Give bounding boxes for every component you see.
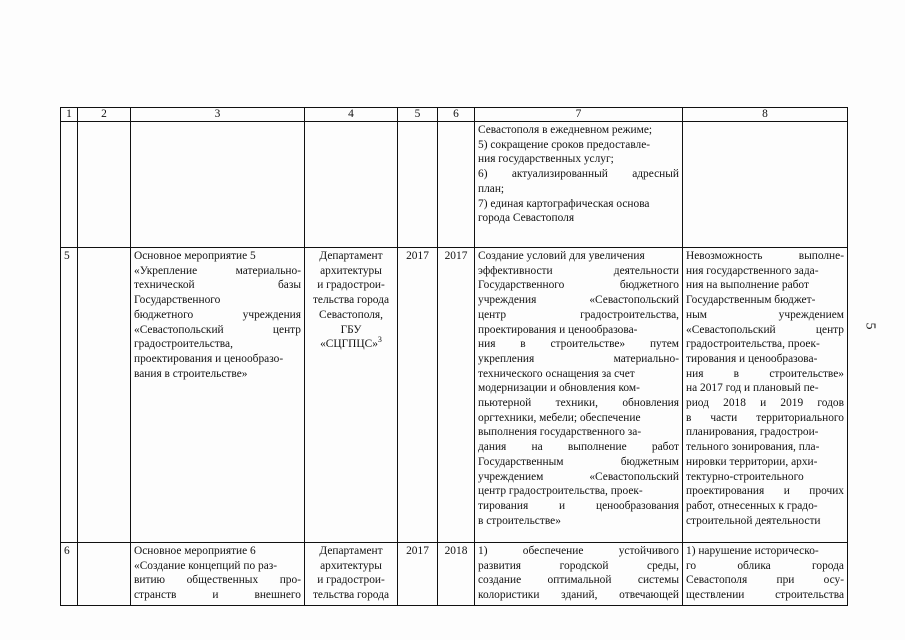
text-line: центр градостроительства, <box>478 308 679 321</box>
text-line: Севастополя при осу- <box>686 574 844 587</box>
text-line: 1) обеспечение устойчивого <box>478 545 679 557</box>
cell-result <box>475 248 683 543</box>
header-cell: 2 <box>78 108 131 122</box>
text-line: «Севастопольский центр <box>686 323 844 336</box>
text-line: дания на выполнение работ <box>478 441 679 454</box>
header-cell: 1 <box>61 108 78 122</box>
text-line: план; <box>478 182 505 195</box>
text-line: Невозможность выполне- <box>686 250 844 262</box>
row-number: 6 <box>61 543 78 606</box>
text-line: Севастополя, <box>318 308 384 321</box>
text-line: «Создание концепций по раз- <box>134 559 278 572</box>
text-line: и градострои- <box>317 574 385 587</box>
text-line: вания в строительстве» <box>134 367 248 380</box>
header-cell: 4 <box>305 108 398 122</box>
text-line: архитектуры <box>320 264 382 277</box>
text-line: проектирования и ценообразова- <box>478 323 638 336</box>
cell-end: 2018 <box>438 543 475 606</box>
cell-num <box>61 122 78 248</box>
program-table <box>60 107 848 606</box>
cell-executor <box>305 543 398 606</box>
text-line: строительной деятельности <box>686 514 821 527</box>
text-line: пьютерной техники, обновления <box>478 397 679 410</box>
text-line: Государственного бюджетного <box>478 279 679 292</box>
text-line: выполнения государственного за- <box>478 426 642 439</box>
text-line: в строительстве» <box>478 514 561 527</box>
cell-measure <box>131 122 305 248</box>
text-line: ния в строительстве» <box>686 367 844 380</box>
header-row <box>61 108 848 122</box>
text-line: 7) единая картографическая основа <box>478 197 650 210</box>
text-line: Департамент <box>319 545 383 557</box>
cell-start: 2017 <box>398 543 438 606</box>
text-line: странств и внешнего <box>134 589 301 602</box>
text-line: 1) нарушение историческо- <box>686 545 819 557</box>
cell-empty <box>78 122 131 248</box>
header-cell: 5 <box>398 108 438 122</box>
cell-start: 2017 <box>398 248 438 543</box>
row-number: 5 <box>61 248 78 543</box>
text-line: «Севастопольский центр <box>134 323 301 336</box>
text-line: технического оснащения за счет <box>478 367 635 380</box>
text-line: проектирования и ценообразо- <box>134 352 284 365</box>
cell-end <box>438 122 475 248</box>
text-line: нировки территории, архи- <box>686 455 818 468</box>
text-line: градостроительства, <box>134 338 233 351</box>
page-number: 5 <box>862 322 878 330</box>
text-line: работ, отнесенных к градо- <box>686 499 818 512</box>
executor-lines <box>308 544 394 603</box>
text-line: и градострои- <box>317 279 385 292</box>
text-line: градостроительства, проек- <box>686 338 820 351</box>
cell-measure <box>131 248 305 543</box>
text-line: Создание условий для увеличения <box>478 250 645 262</box>
text-line: витию общественных про- <box>134 574 301 587</box>
text-line: «Укрепление материально- <box>134 264 301 277</box>
cell-empty <box>78 248 131 543</box>
header-cell: 7 <box>475 108 683 122</box>
executor-lines <box>308 249 394 337</box>
text-line: тектурно-строительного <box>686 470 804 483</box>
text-line: в части территориального <box>686 411 844 424</box>
text-line: Государственного <box>134 294 221 307</box>
cell-executor <box>305 248 398 543</box>
table-row <box>61 543 848 606</box>
text-line: ГБУ <box>340 323 362 336</box>
text-line: Основное мероприятие 6 <box>134 545 256 557</box>
text-line: 6) актуализированный адресный <box>478 168 679 181</box>
text-line: ния на выполнение работ <box>686 279 809 292</box>
text-line: тирования и ценообразова- <box>686 352 818 365</box>
cell-consequence <box>683 248 848 543</box>
text-line: тельства города <box>312 294 390 307</box>
executor-abbrev <box>308 337 394 352</box>
text-line: центр градостроительства, проек- <box>478 485 643 498</box>
text-line: Севастополя в ежедневном режиме; <box>478 124 653 136</box>
text-line: ным учреждением <box>686 308 844 321</box>
text-line: тельного зонирования, пла- <box>686 441 820 454</box>
text-line: оргтехники, мебели; обеспечение <box>478 411 641 424</box>
cell-end: 2017 <box>438 248 475 543</box>
cell-empty <box>78 543 131 606</box>
cell-consequence <box>683 543 848 606</box>
header-cell: 6 <box>438 108 475 122</box>
text-line: колористики зданий, отвечающей <box>478 589 679 602</box>
text-line: ния государственного зада- <box>686 264 819 277</box>
text-line: проектирования и прочих <box>686 485 844 498</box>
text-line: модернизации и обновления ком- <box>478 382 640 395</box>
header-cell: 8 <box>683 108 848 122</box>
cell-result <box>475 122 683 248</box>
header-cell: 3 <box>131 108 305 122</box>
text-line: укрепления материально- <box>478 352 679 365</box>
text-line: го облика города <box>686 559 844 572</box>
text-line: планирования, градострои- <box>686 426 819 439</box>
text-line: учреждения «Севастопольский <box>478 294 679 307</box>
text-line: Государственным бюджетным <box>478 455 679 468</box>
text-line: Государственным бюджет- <box>686 294 816 307</box>
text-line: эффективности деятельности <box>478 264 679 277</box>
text-line: создание оптимальной системы <box>478 574 679 587</box>
footnote-ref: 3 <box>377 335 382 345</box>
text-line: развития городской среды, <box>478 559 679 572</box>
text-line: Основное мероприятие 5 <box>134 250 256 262</box>
text-line: ния государственных услуг; <box>478 153 614 166</box>
text-line: ния в строительстве» путем <box>478 338 679 351</box>
text-line: технической базы <box>134 279 301 292</box>
text-line: города Севастополя <box>478 212 575 225</box>
text-line: на 2017 год и плановый пе- <box>686 382 819 395</box>
cell-measure <box>131 543 305 606</box>
cell-start <box>398 122 438 248</box>
text-line: риод 2018 и 2019 годов <box>686 397 844 410</box>
executor-abbrev-text: «СЦГПЦС» <box>320 338 378 351</box>
text-line: 5) сокращение сроков предоставле- <box>478 138 651 151</box>
text-line: тельства города <box>312 589 390 602</box>
cell-consequence <box>683 122 848 248</box>
text-line: архитектуры <box>320 559 382 572</box>
text-line: тирования и ценообразования <box>478 499 679 512</box>
cell-result <box>475 543 683 606</box>
table-row <box>61 248 848 543</box>
table-row-continued <box>61 122 848 248</box>
text-line: учреждением «Севастопольский <box>478 470 679 483</box>
text-line: Департамент <box>319 250 383 262</box>
text-line: бюджетного учреждения <box>134 308 301 321</box>
cell-executor <box>305 122 398 248</box>
text-line: ществлении строительства <box>686 589 844 602</box>
